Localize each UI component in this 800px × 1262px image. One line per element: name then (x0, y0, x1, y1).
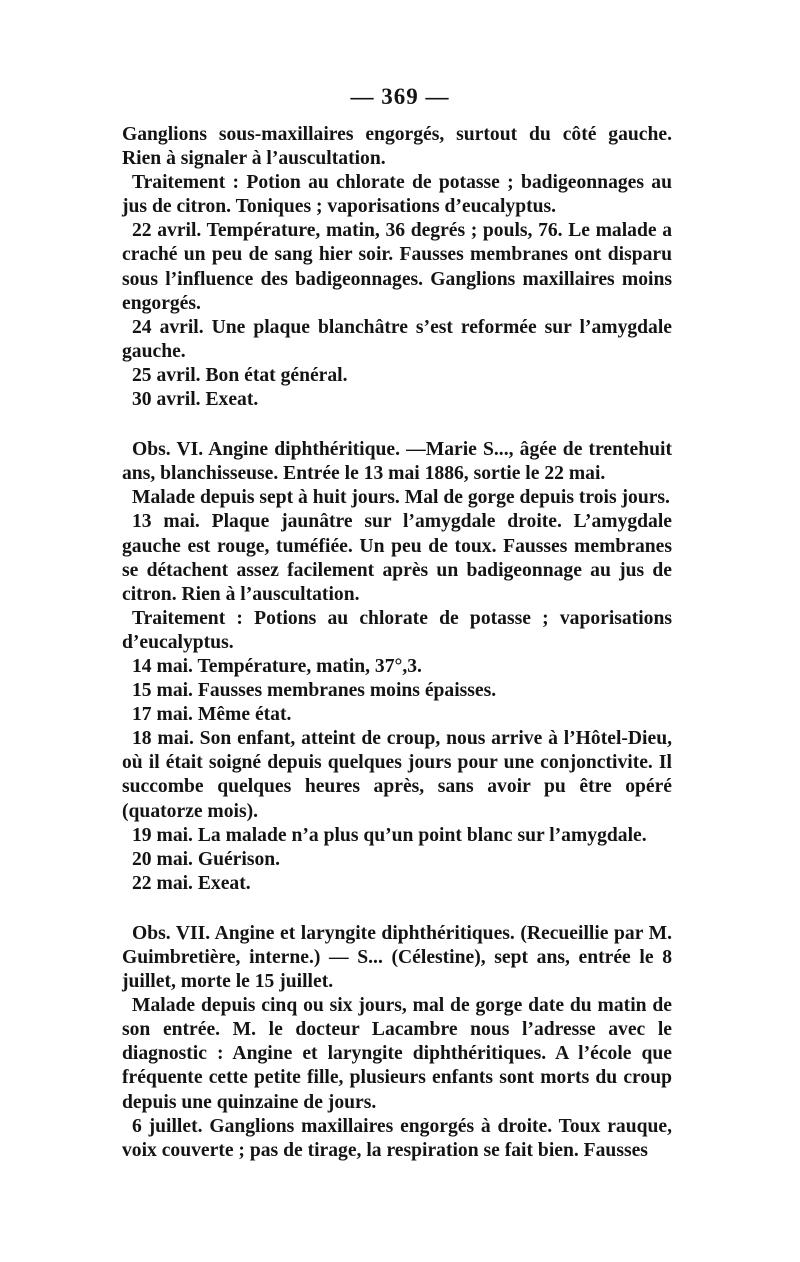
paragraph: 22 avril. Température, matin, 36 degrés ; pouls, 76. Le malade a craché un peu de sang hier soir. Fausses membranes ont disparu sous l’influence des badigeonnages. Ganglions maxillaires moins engorgés. (122, 220, 672, 314)
body-text (122, 123, 672, 1163)
paragraph: 17 mai. Même état. (132, 704, 292, 726)
paragraph: 22 mai. Exeat. (132, 872, 251, 894)
paragraph: 14 mai. Température, matin, 37°,3. (132, 655, 422, 677)
paragraph: Malade depuis cinq ou six jours, mal de gorge date du matin de son entrée. M. le docteur Lacambre nous l’adresse avec le diagnostic : Angine et laryngite diphthéritiques. A l’école que fréquente cette petite fille, plusieurs enfants sont morts du croup depuis une quinzaine de jours. (122, 995, 672, 1113)
paragraph: 24 avril. Une plaque blanchâtre s’est reformée sur l’amygdale gauche. (122, 316, 672, 362)
paragraph: 20 mai. Guérison. (132, 848, 281, 870)
paragraph: Traitement : Potions au chlorate de potasse ; vaporisations d’eucalyptus. (122, 607, 672, 653)
paragraph: Traitement : Potion au chlorate de potasse ; badigeonnages au jus de citron. Toniques ; vaporisations d’eucalyptus. (122, 172, 672, 218)
paragraph: 18 mai. Son enfant, atteint de croup, nous arrive à l’Hôtel-Dieu, où il était soigné depuis quelques jours pour une conjonctivite. Il succombe quelques heures après, sans avoir pu être opéré (quatorze mois). (122, 728, 672, 822)
paragraph: 15 mai. Fausses membranes moins épaisses. (132, 680, 497, 702)
page-number: — 369 — (350, 84, 450, 109)
observation-heading: Obs. VI. Angine diphthéritique. —Marie S..., âgée de trentehuit ans, blanchisseuse. Entrée le 13 mai 1886, sortie le 22 mai. (122, 439, 672, 485)
paragraph: 13 mai. Plaque jaunâtre sur l’amygdale droite. L’amygdale gauche est rouge, tuméfiée. Un peu de toux. Fausses membranes se détachent assez facilement après un badigeonnage au jus de citron. Rien à l’auscultation. (122, 511, 672, 605)
paragraph: 19 mai. La malade n’a plus qu’un point blanc sur l’amygdale. (132, 824, 647, 846)
paragraph: Malade depuis sept à huit jours. Mal de gorge depuis trois jours. (132, 487, 670, 509)
paragraph: 25 avril. Bon état général. (132, 364, 348, 386)
paragraph: 30 avril. Exeat. (132, 389, 259, 411)
paragraph: Ganglions sous-maxillaires engorgés, surtout du côté gauche. Rien à signaler à l’auscultation. (122, 124, 672, 170)
paragraph: 6 juillet. Ganglions maxillaires engorgés à droite. Toux rauque, voix couverte ; pas de tirage, la respiration se fait bien. Fausses (122, 1115, 672, 1161)
observation-heading: Obs. VII. Angine et laryngite diphthéritiques. (Recueillie par M. Guimbretière, interne.) — S... (Célestine), sept ans, entrée le 8 juillet, morte le 15 juillet. (122, 922, 672, 993)
